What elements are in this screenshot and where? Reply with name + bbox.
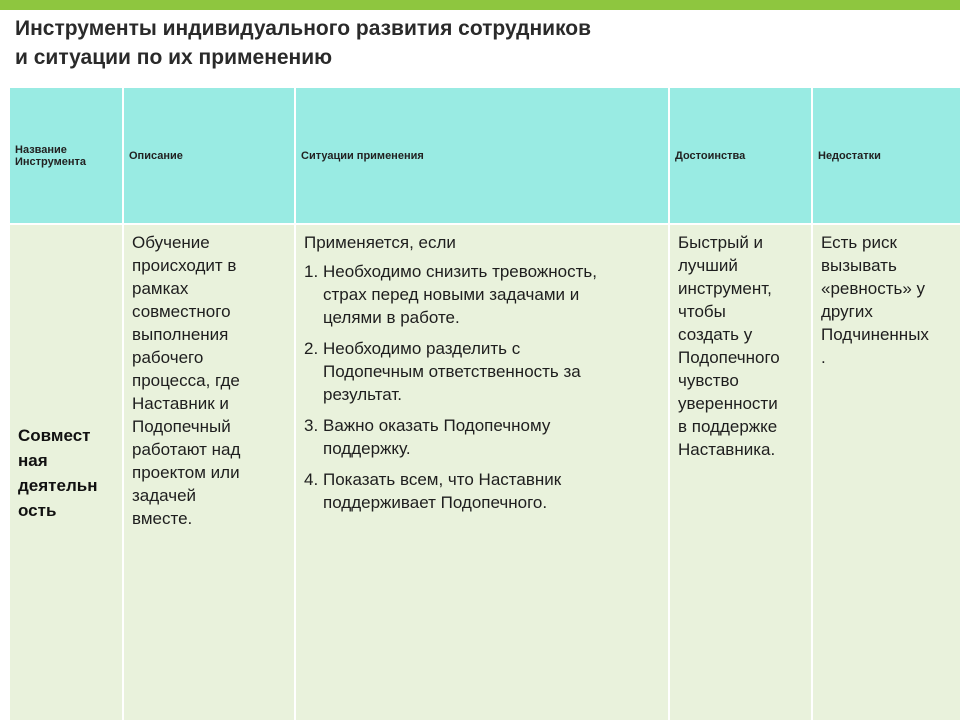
header-disadvantages: [813, 88, 960, 225]
advantages-line: чувство: [678, 371, 739, 390]
accent-bar: [0, 0, 960, 10]
situation-item: [304, 337, 662, 406]
disadvantages-line: Подчиненных: [821, 325, 929, 344]
row-situations: [296, 225, 670, 720]
header-tool-line-1: Название: [15, 143, 67, 156]
situation-item: [304, 468, 662, 514]
situation-text-line: поддержку.: [323, 439, 411, 458]
situation-item: [304, 414, 662, 460]
situation-text: [323, 414, 550, 460]
situation-text-line: поддерживает Подопечного.: [323, 493, 548, 512]
tool-name-line: Совмест: [18, 425, 91, 445]
advantages-line: чтобы: [678, 302, 726, 321]
description-line: происходит в: [132, 256, 237, 275]
situation-text-line: Показать всем, что Наставник: [323, 470, 562, 489]
description-line: процесса, где: [132, 371, 240, 390]
header-situations: [296, 88, 670, 225]
description-line: вместе.: [132, 509, 193, 528]
disadvantages-line: вызывать: [821, 256, 897, 275]
situation-text-line: Необходимо разделить с: [323, 339, 521, 358]
tool-name-line: ная: [18, 450, 48, 470]
situation-text: [323, 468, 561, 514]
advantages-line: создать у: [678, 325, 753, 344]
advantages-line: уверенности: [678, 394, 778, 413]
header-description: [124, 88, 296, 225]
header-advantages: [670, 88, 813, 225]
situation-text-line: Важно оказать Подопечному: [323, 416, 551, 435]
disadvantages-line: Есть риск: [821, 233, 897, 252]
situation-number: 2.: [304, 339, 319, 358]
description-line: проектом или: [132, 463, 240, 482]
description-line: рамках: [132, 279, 189, 298]
header-tool-name: [10, 88, 124, 225]
row-disadvantages: [813, 225, 960, 720]
situation-text-line: Подопечным ответственность за: [323, 362, 581, 381]
advantages-line: Наставника.: [678, 440, 776, 459]
tool-name-line: деятельн: [18, 475, 98, 495]
row-description: [124, 225, 296, 720]
disadvantages-line: других: [821, 302, 873, 321]
situation-text-line: результат.: [323, 385, 403, 404]
header-description-label: Описание: [129, 149, 183, 162]
title-line-1: Инструменты индивидуального развития сотрудников: [15, 17, 592, 40]
description-line: работают над: [132, 440, 241, 459]
description-line: Наставник и: [132, 394, 229, 413]
header-advantages-label: Достоинства: [675, 149, 746, 162]
page-title: [15, 14, 945, 72]
situation-number: 1.: [304, 262, 319, 281]
advantages-line: Подопечного: [678, 348, 780, 367]
title-line-2: и ситуации по их применению: [15, 46, 333, 69]
description-line: задачей: [132, 486, 197, 505]
row-advantages: [670, 225, 813, 720]
tools-table: [0, 88, 960, 720]
situations-list: [304, 260, 662, 514]
disadvantages-line: .: [821, 348, 826, 367]
situation-text: [323, 260, 597, 329]
row-tool-name: [10, 225, 124, 720]
situation-item: [304, 260, 662, 329]
description-line: Обучение: [132, 233, 210, 252]
situations-intro: Применяется, если: [304, 233, 456, 252]
description-line: рабочего: [132, 348, 204, 367]
situation-text-line: целями в работе.: [323, 308, 460, 327]
description-line: Подопечный: [132, 417, 231, 436]
situation-number: 4.: [304, 470, 319, 489]
description-line: выполнения: [132, 325, 229, 344]
advantages-line: в поддержке: [678, 417, 778, 436]
header-disadvantages-label: Недостатки: [818, 149, 881, 162]
situation-text: [323, 337, 581, 406]
situation-text-line: Необходимо снизить тревожность,: [323, 262, 597, 281]
header-situations-label: Ситуации применения: [301, 149, 424, 162]
advantages-line: инструмент,: [678, 279, 772, 298]
disadvantages-line: «ревность» у: [821, 279, 926, 298]
situation-text-line: страх перед новыми задачами и: [323, 285, 580, 304]
description-line: совместного: [132, 302, 231, 321]
situation-number: 3.: [304, 416, 319, 435]
header-tool-line-2: Инструмента: [15, 155, 87, 168]
advantages-line: Быстрый и: [678, 233, 764, 252]
tool-name-line: ость: [18, 500, 57, 520]
advantages-line: лучший: [678, 256, 738, 275]
